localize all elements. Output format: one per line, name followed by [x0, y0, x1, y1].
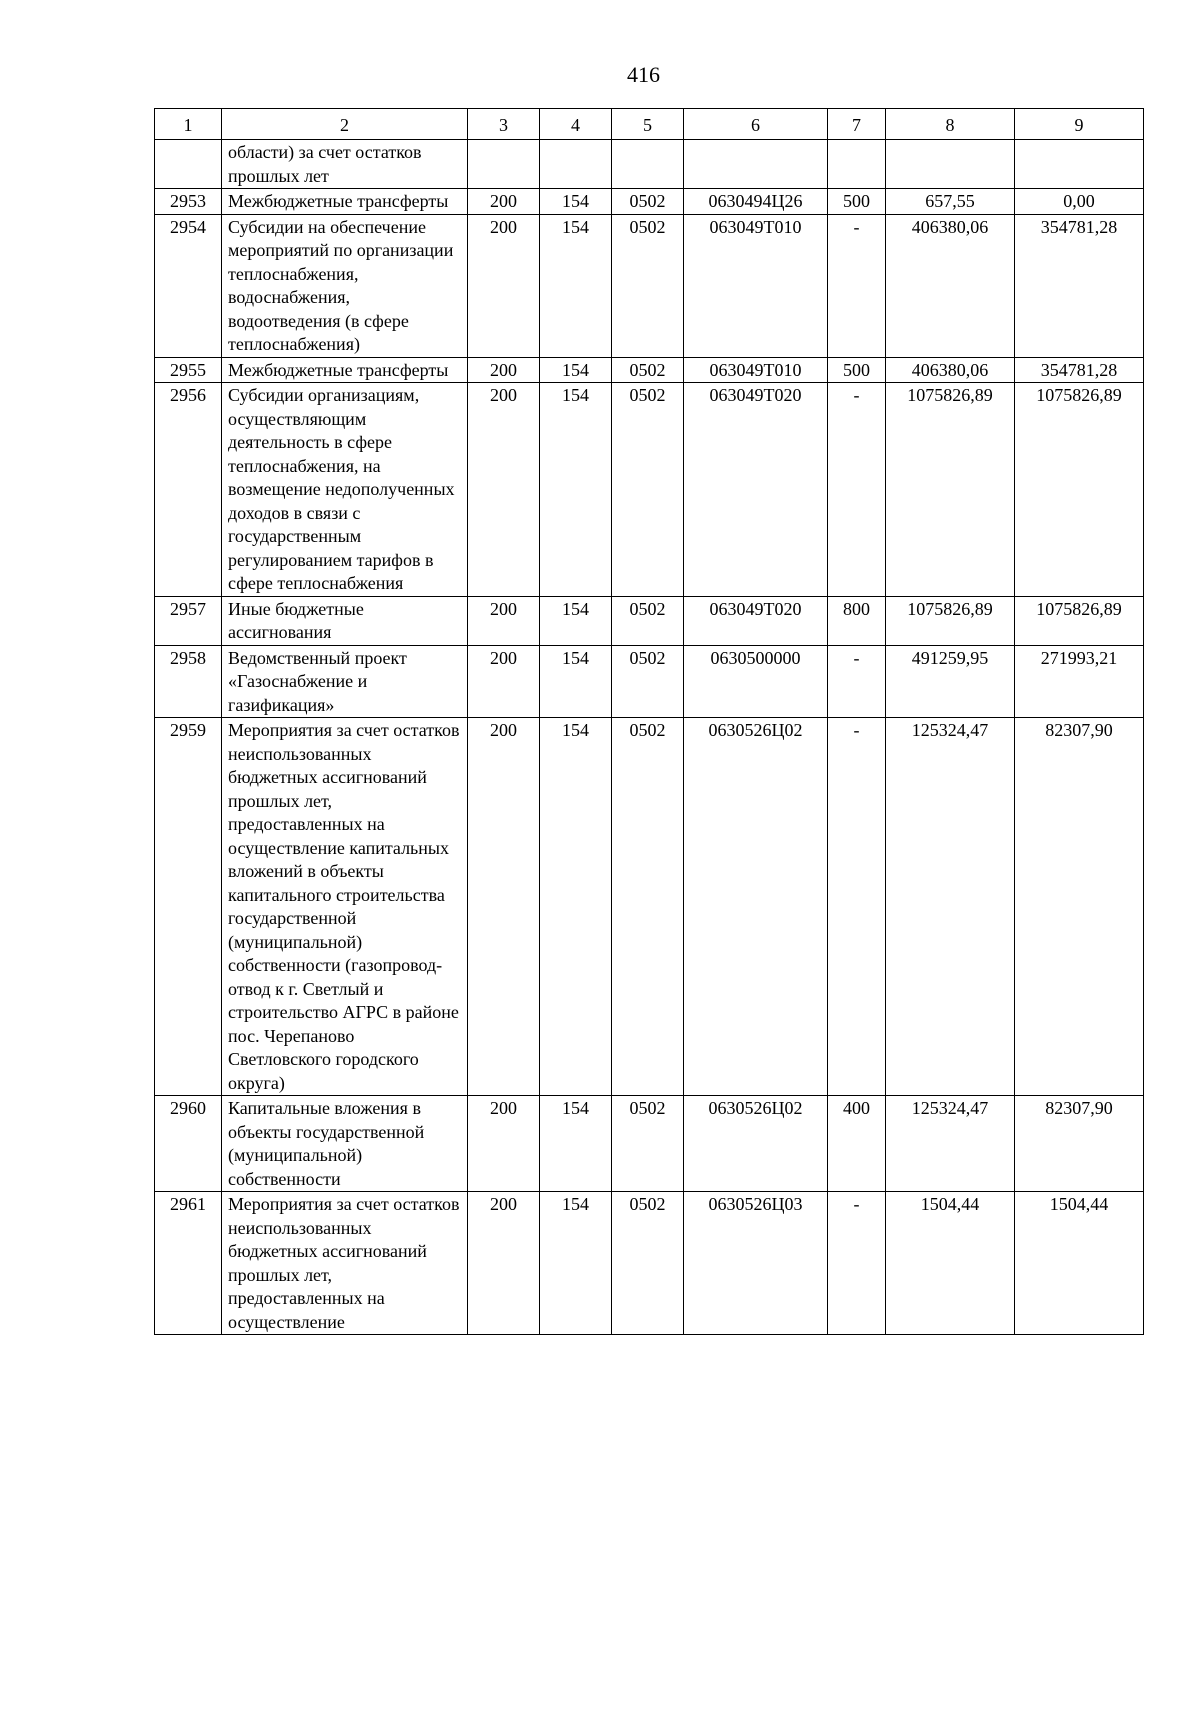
cell-col6: 063049T010	[684, 357, 828, 383]
cell-col5: 0502	[612, 645, 684, 718]
row-name: Субсидии организациям, осуществляющим деятельность в сфере теплоснабжения, на возмещение недополученных доходов в связи с государственным регулированием тарифов в сфере теплоснабжения	[222, 383, 468, 597]
row-name: Мероприятия за счет остатков неиспользованных бюджетных ассигнований прошлых лет, предоставленных на осуществление капитальных вложений в объекты капитального строительства государственной (муниципальной) собственности (газопровод-отвод к г. Светлый и строительство АГРС в районе пос. Черепаново Светловского городского округа)	[222, 718, 468, 1096]
cell-col6	[684, 140, 828, 189]
cell-col6: 0630500000	[684, 645, 828, 718]
row-name: Иные бюджетные ассигнования	[222, 596, 468, 645]
table-row	[155, 645, 1144, 718]
cell-col7: 500	[828, 357, 886, 383]
cell-col8: 125324,47	[886, 1096, 1015, 1192]
budget-table	[154, 108, 1144, 1335]
cell-col3: 200	[468, 645, 540, 718]
cell-col9: 354781,28	[1015, 214, 1144, 357]
cell-col7: -	[828, 383, 886, 597]
column-header: 6	[684, 109, 828, 140]
table-row	[155, 140, 1144, 189]
cell-col4: 154	[540, 645, 612, 718]
row-name: Межбюджетные трансферты	[222, 189, 468, 215]
cell-col7: -	[828, 718, 886, 1096]
cell-col3: 200	[468, 383, 540, 597]
table-row	[155, 357, 1144, 383]
cell-col8: 657,55	[886, 189, 1015, 215]
cell-col3: 200	[468, 189, 540, 215]
table-row	[155, 596, 1144, 645]
cell-col7: -	[828, 214, 886, 357]
cell-col4: 154	[540, 357, 612, 383]
cell-col3: 200	[468, 1192, 540, 1335]
cell-col6: 0630526Ц02	[684, 718, 828, 1096]
row-number: 2958	[155, 645, 222, 718]
cell-col5: 0502	[612, 214, 684, 357]
cell-col4	[540, 140, 612, 189]
table-row	[155, 718, 1144, 1096]
row-number: 2956	[155, 383, 222, 597]
row-number: 2957	[155, 596, 222, 645]
table-row	[155, 189, 1144, 215]
column-header: 4	[540, 109, 612, 140]
cell-col9: 82307,90	[1015, 1096, 1144, 1192]
cell-col4: 154	[540, 596, 612, 645]
cell-col6: 0630526Ц03	[684, 1192, 828, 1335]
cell-col4: 154	[540, 189, 612, 215]
cell-col5: 0502	[612, 189, 684, 215]
cell-col7: 500	[828, 189, 886, 215]
cell-col3: 200	[468, 596, 540, 645]
cell-col5: 0502	[612, 383, 684, 597]
cell-col7: 400	[828, 1096, 886, 1192]
cell-col4: 154	[540, 718, 612, 1096]
cell-col6: 0630494Ц26	[684, 189, 828, 215]
cell-col3: 200	[468, 357, 540, 383]
row-name: области) за счет остатков прошлых лет	[222, 140, 468, 189]
cell-col9: 354781,28	[1015, 357, 1144, 383]
cell-col5: 0502	[612, 596, 684, 645]
column-header: 7	[828, 109, 886, 140]
cell-col4: 154	[540, 214, 612, 357]
row-name: Субсидии на обеспечение мероприятий по организации теплоснабжения, водоснабжения, водоотведения (в сфере теплоснабжения)	[222, 214, 468, 357]
column-header: 1	[155, 109, 222, 140]
cell-col9: 1504,44	[1015, 1192, 1144, 1335]
cell-col3	[468, 140, 540, 189]
cell-col7: 800	[828, 596, 886, 645]
table-row	[155, 383, 1144, 597]
cell-col8	[886, 140, 1015, 189]
cell-col9	[1015, 140, 1144, 189]
cell-col8: 1075826,89	[886, 383, 1015, 597]
cell-col7: -	[828, 1192, 886, 1335]
cell-col8: 1075826,89	[886, 596, 1015, 645]
cell-col6: 063049T010	[684, 214, 828, 357]
row-number: 2960	[155, 1096, 222, 1192]
cell-col5: 0502	[612, 1096, 684, 1192]
cell-col8: 406380,06	[886, 357, 1015, 383]
cell-col5: 0502	[612, 1192, 684, 1335]
page-number: 416	[627, 62, 660, 87]
row-number: 2959	[155, 718, 222, 1096]
table-row	[155, 214, 1144, 357]
row-number: 2953	[155, 189, 222, 215]
cell-col4: 154	[540, 1096, 612, 1192]
cell-col5	[612, 140, 684, 189]
table-header-row	[155, 109, 1144, 140]
column-header: 8	[886, 109, 1015, 140]
cell-col8: 491259,95	[886, 645, 1015, 718]
row-number: 2961	[155, 1192, 222, 1335]
cell-col9: 0,00	[1015, 189, 1144, 215]
cell-col3: 200	[468, 214, 540, 357]
cell-col7	[828, 140, 886, 189]
cell-col6: 063049T020	[684, 596, 828, 645]
table-row	[155, 1192, 1144, 1335]
row-name: Ведомственный проект «Газоснабжение и газификация»	[222, 645, 468, 718]
cell-col4: 154	[540, 383, 612, 597]
row-number: 2954	[155, 214, 222, 357]
table-row	[155, 1096, 1144, 1192]
cell-col9: 1075826,89	[1015, 383, 1144, 597]
cell-col3: 200	[468, 718, 540, 1096]
cell-col7: -	[828, 645, 886, 718]
cell-col6: 0630526Ц02	[684, 1096, 828, 1192]
cell-col8: 1504,44	[886, 1192, 1015, 1335]
cell-col4: 154	[540, 1192, 612, 1335]
row-number: 2955	[155, 357, 222, 383]
cell-col5: 0502	[612, 718, 684, 1096]
row-number	[155, 140, 222, 189]
column-header: 9	[1015, 109, 1144, 140]
cell-col8: 125324,47	[886, 718, 1015, 1096]
row-name: Мероприятия за счет остатков неиспользованных бюджетных ассигнований прошлых лет, предоставленных на осуществление	[222, 1192, 468, 1335]
cell-col9: 82307,90	[1015, 718, 1144, 1096]
cell-col8: 406380,06	[886, 214, 1015, 357]
cell-col3: 200	[468, 1096, 540, 1192]
cell-col9: 271993,21	[1015, 645, 1144, 718]
row-name: Капитальные вложения в объекты государственной (муниципальной) собственности	[222, 1096, 468, 1192]
row-name: Межбюджетные трансферты	[222, 357, 468, 383]
cell-col6: 063049T020	[684, 383, 828, 597]
cell-col9: 1075826,89	[1015, 596, 1144, 645]
column-header: 2	[222, 109, 468, 140]
cell-col5: 0502	[612, 357, 684, 383]
column-header: 3	[468, 109, 540, 140]
column-header: 5	[612, 109, 684, 140]
